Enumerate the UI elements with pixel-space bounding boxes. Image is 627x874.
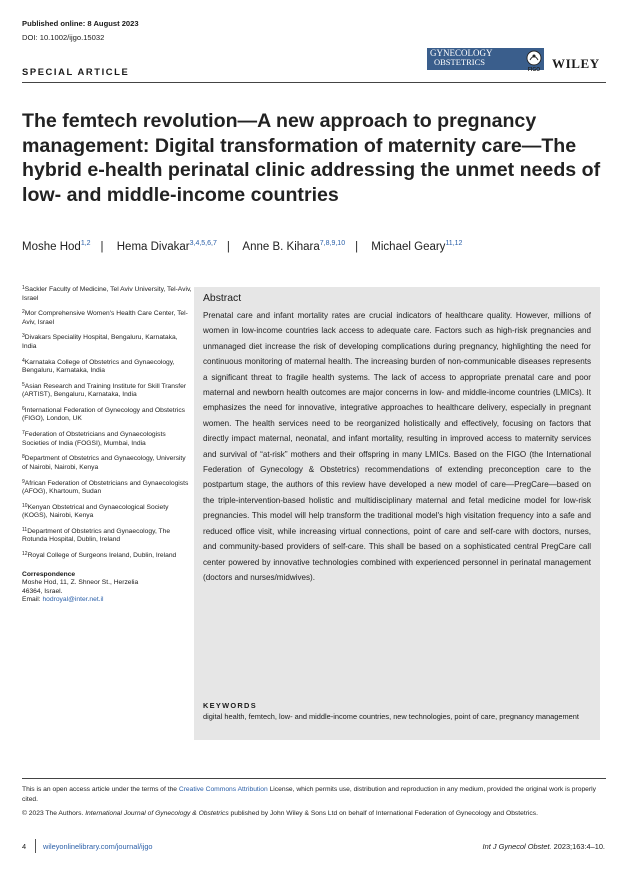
abstract-box xyxy=(194,287,600,740)
keywords-heading: KEYWORDS xyxy=(203,701,257,710)
affiliation-item: $^3$Divakars Speciality Hospital, Bengaluru, Karnataka, India xyxy=(22,333,178,350)
article-title: The femtech revolution—A new approach to pregnancy management: Digital transformation of maternity care—The hybrid e-health perinatal clinic addressing the unmet needs of low- and middle-income countries xyxy=(22,110,601,206)
keywords-list: digital health, femtech, low- and middle-income countries, new technologies, point of care, pregnancy management xyxy=(203,712,579,721)
page-number: 4 xyxy=(22,842,27,851)
affiliation-item: $^1$Sackler Faculty of Medicine, Tel Aviv University, Tel-Aviv, Israel xyxy=(22,285,192,302)
figo-logo-icon xyxy=(525,50,543,72)
copyright-notice: © 2023 The Authors. International Journal of Gynecology & Obstetrics published by John Wiley & Sons Ltd on behalf of International Federation of Gynecology and Obstetrics. xyxy=(22,810,538,817)
author-separator: | xyxy=(100,241,104,253)
publisher-logo: WILEY xyxy=(552,56,600,71)
correspondence-address: 46364, Israel. xyxy=(22,587,63,595)
license-divider xyxy=(22,778,606,779)
author-name[interactable]: Moshe Hod xyxy=(22,241,81,253)
affiliation-item: $^6$International Federation of Gynecology and Obstetrics (FIGO), London, UK xyxy=(22,405,186,423)
affiliations-column xyxy=(22,284,192,605)
correspondence-block xyxy=(22,571,192,605)
affiliation-item: $^8$Department of Obstetrics and Gynaecology, University of Nairobi, Nairobi, Kenya xyxy=(22,454,186,471)
affiliation-item: $^{11}$Department of Obstetrics and Gynaecology, The Rotunda Hospital, Dublin, Ireland xyxy=(22,526,171,544)
license-notice: This is an open access article under the terms of the Creative Commons Attribution License, which permits use, distribution and reproduction in any medium, provided the original work is properly cited. xyxy=(22,786,596,803)
published-date: Published online: 8 August 2023 xyxy=(22,19,139,28)
author-separator: | xyxy=(226,241,230,253)
author-affil-ref[interactable]: 7,8,9,10 xyxy=(319,240,346,247)
author-affil-ref[interactable]: 11,12 xyxy=(445,240,463,247)
author-affil-ref[interactable]: 3,4,5,6,7 xyxy=(189,240,217,247)
correspondence-address: Moshe Hod, 11, Z. Shneor St., Herzelia xyxy=(22,579,139,587)
author-affil-ref[interactable]: 1,2 xyxy=(80,240,91,247)
affiliation-item: $^9$African Federation of Obstetricians and Gynaecologists (AFOG), Khartoum, Sudan xyxy=(22,478,189,495)
correspondence-email-link[interactable]: hodroyal@inter.net.il xyxy=(42,596,104,604)
creative-commons-link[interactable]: Creative Commons Attribution xyxy=(178,786,268,793)
author-name[interactable]: Anne B. Kihara xyxy=(242,241,320,253)
abstract-body: Prenatal care and infant mortality rates are crucial indicators of healthcare quality. However, millions of women in low-income countries lack access to adequate care. Factors such as high-risk pregnancies and unmanaged diet increase the risk of developing complications during pregnancy, highlighting the need for continuous monitoring of maternal health. The increasing burden of non-communicable diseases represents a significant threat to fragile health systems. The lack of access to appropriate prenatal care and poor maternal and newborn health outcomes are major concerns in low- and middle-income countries (LMICs). It emphasizes the need for innovative, integrative approaches to healthcare delivery, especially in pregnant women. The health services need to be reorganized holistically and effectively, focusing on factors that directly impact maternal, neonatal, and infant mortality, resulting in improved access to maternity services and survival of “at-risk” mothers and their offspring in many LMICs. Based on the FIGO (the International Federation of Gynecology & Obstetrics) recommendations of extending preconception care to the postpartum stage, the authors of this review have developed a new model of care—PregCare—based on the triple-intervention-based holistic and multidisciplinary maternal and fetal medicine model for low-risk pregnancies. This model will help transform the traditional model's high visitation frequency into a safe and reduced office visit, while increasing virtual connections, point of care and self-care with doctors, nurses, and community-based providers of self-care. This shall be based on a sophisticated central PregCare call center powered by innovative technologies combined with experienced personnel in perinatal management (doctors and nurses/midwives). xyxy=(203,311,591,582)
journal-url-link[interactable]: wileyonlinelibrary.com/journal/ijgo xyxy=(43,842,153,851)
affiliation-item: $^{10}$Kenyan Obstetrical and Gynaecological Society (KOGS), Nairobi, Kenya xyxy=(22,502,169,520)
affiliation-item: $^2$Mor Comprehensive Women's Health Care Center, Tel-Aviv, Israel xyxy=(22,309,188,326)
affiliation-item: $^7$Federation of Obstetricians and Gynaecologists Societies of India (FOGSI), Mumbai, India xyxy=(22,430,166,447)
article-type-label: SPECIAL ARTICLE xyxy=(22,66,130,77)
journal-logo-line2: OBSTETRICS xyxy=(434,57,486,67)
correspondence-heading: Correspondence xyxy=(22,570,76,578)
author-separator: | xyxy=(355,241,359,253)
affiliation-item: $^{12}$Royal College of Surgeons Ireland, Dublin, Ireland xyxy=(22,551,177,560)
header-divider xyxy=(22,82,606,83)
author-list xyxy=(22,236,462,255)
correspondence-email-line: Email: hodroyal@inter.net.il xyxy=(22,596,104,604)
author-name[interactable]: Hema Divakar xyxy=(116,241,190,253)
footer-citation: Int J Gynecol Obstet. 2023;163:4–10. xyxy=(482,842,605,851)
figo-text: FIGO xyxy=(527,67,541,72)
doi[interactable]: DOI: 10.1002/ijgo.15032 xyxy=(22,33,105,42)
journal-logo-line1: GYNECOLOGY xyxy=(430,48,493,58)
affiliation-item: $^5$Asian Research and Training Institute for Skill Transfer (ARTIST), Bengaluru, Karnataka, India xyxy=(22,381,187,399)
abstract-heading: Abstract xyxy=(203,293,242,304)
author-name[interactable]: Michael Geary xyxy=(371,241,446,253)
affiliation-item: $^4$Karnataka College of Obstetrics and Gynaecology, Bengaluru, Karnataka, India xyxy=(22,357,175,375)
footer-separator xyxy=(35,839,36,853)
